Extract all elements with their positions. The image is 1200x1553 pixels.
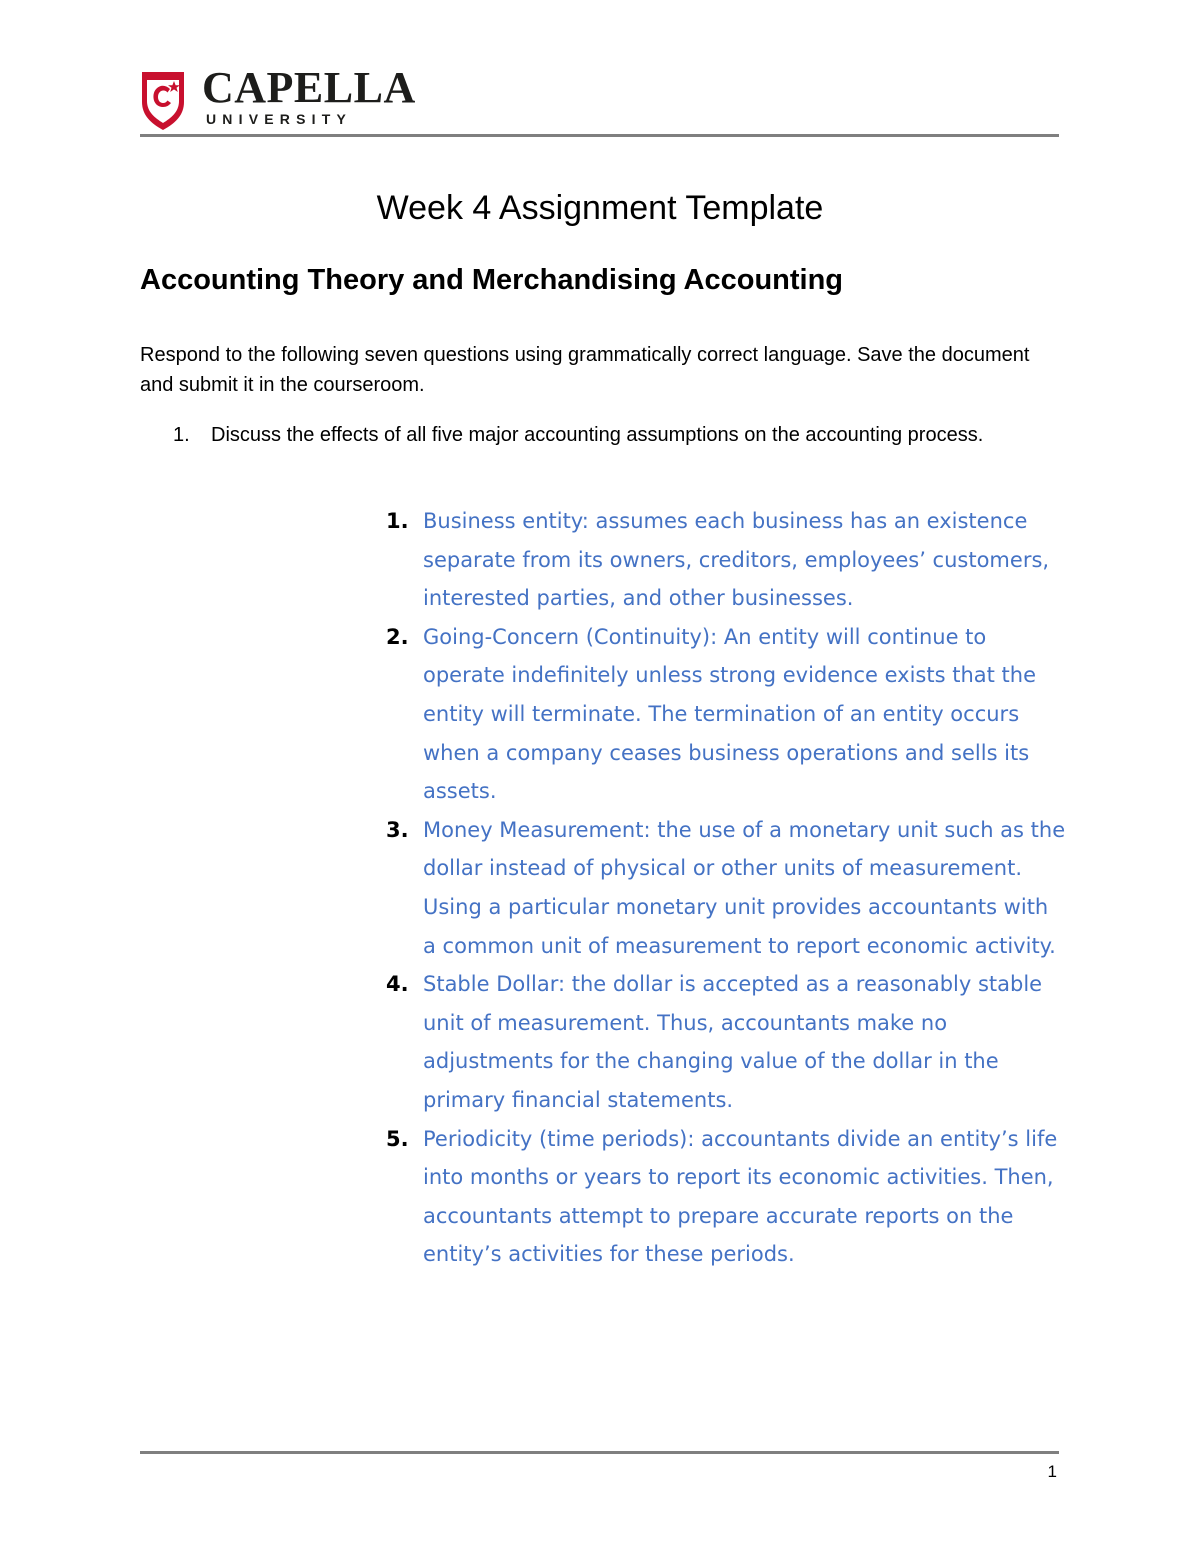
answer-item <box>386 502 1066 618</box>
answer-text: Business entity: assumes each business has an existence separate from its owners, creditors, employees’ customers, interested parties, and other businesses. <box>423 509 1050 611</box>
capella-shield-icon <box>140 68 186 132</box>
page-subtitle: Accounting Theory and Merchandising Accounting <box>140 264 844 296</box>
answer-number: 3. <box>386 817 409 842</box>
answer-list <box>386 502 1066 1274</box>
footer-divider <box>140 1451 1059 1454</box>
question-text: Discuss the effects of all five major accounting assumptions on the accounting process. <box>211 424 984 446</box>
answer-number: 1. <box>386 509 409 533</box>
answer-number: 2. <box>386 624 409 649</box>
capella-logo <box>140 63 430 132</box>
answer-item <box>386 811 1066 965</box>
question-number: 1. <box>173 424 190 446</box>
header-divider <box>140 134 1059 137</box>
answer-item <box>386 618 1066 811</box>
logo-subtitle: UNIVERSITY <box>206 111 353 127</box>
answer-item <box>386 965 1066 1119</box>
question-1 <box>173 420 983 450</box>
answer-item <box>386 1120 1066 1274</box>
page-number: 1 <box>1047 1462 1057 1481</box>
answer-text: Periodicity (time periods): accountants divide an entity’s life into months or years to report its economic activities. Then, accountants attempt to prepare accurate reports on the entity’s activities for these periods. <box>423 1126 1058 1267</box>
answer-text: Going-Concern (Continuity): An entity will continue to operate indefinitely unless strong evidence exists that the entity will terminate. The termination of an entity occurs when a company ceases business operations and sells its assets. <box>423 624 1036 804</box>
answer-text: Money Measurement: the use of a monetary unit such as the dollar instead of physical or other units of measurement. Using a particular monetary unit provides accountants with a common unit of measurement to report economic activity. <box>423 817 1066 958</box>
logo-wordmark: CAPELLA <box>202 63 416 112</box>
page-title: Week 4 Assignment Template <box>376 189 824 227</box>
answer-text: Stable Dollar: the dollar is accepted as a reasonably stable unit of measurement. Thus, accountants make no adjustments for the changing value of the dollar in the primary financial statements. <box>423 972 1043 1112</box>
answer-number: 4. <box>386 972 409 997</box>
answer-number: 5. <box>386 1126 409 1151</box>
instructions-paragraph: Respond to the following seven questions using grammatically correct language. Save the document and submit it in the courseroom. <box>140 344 1030 396</box>
